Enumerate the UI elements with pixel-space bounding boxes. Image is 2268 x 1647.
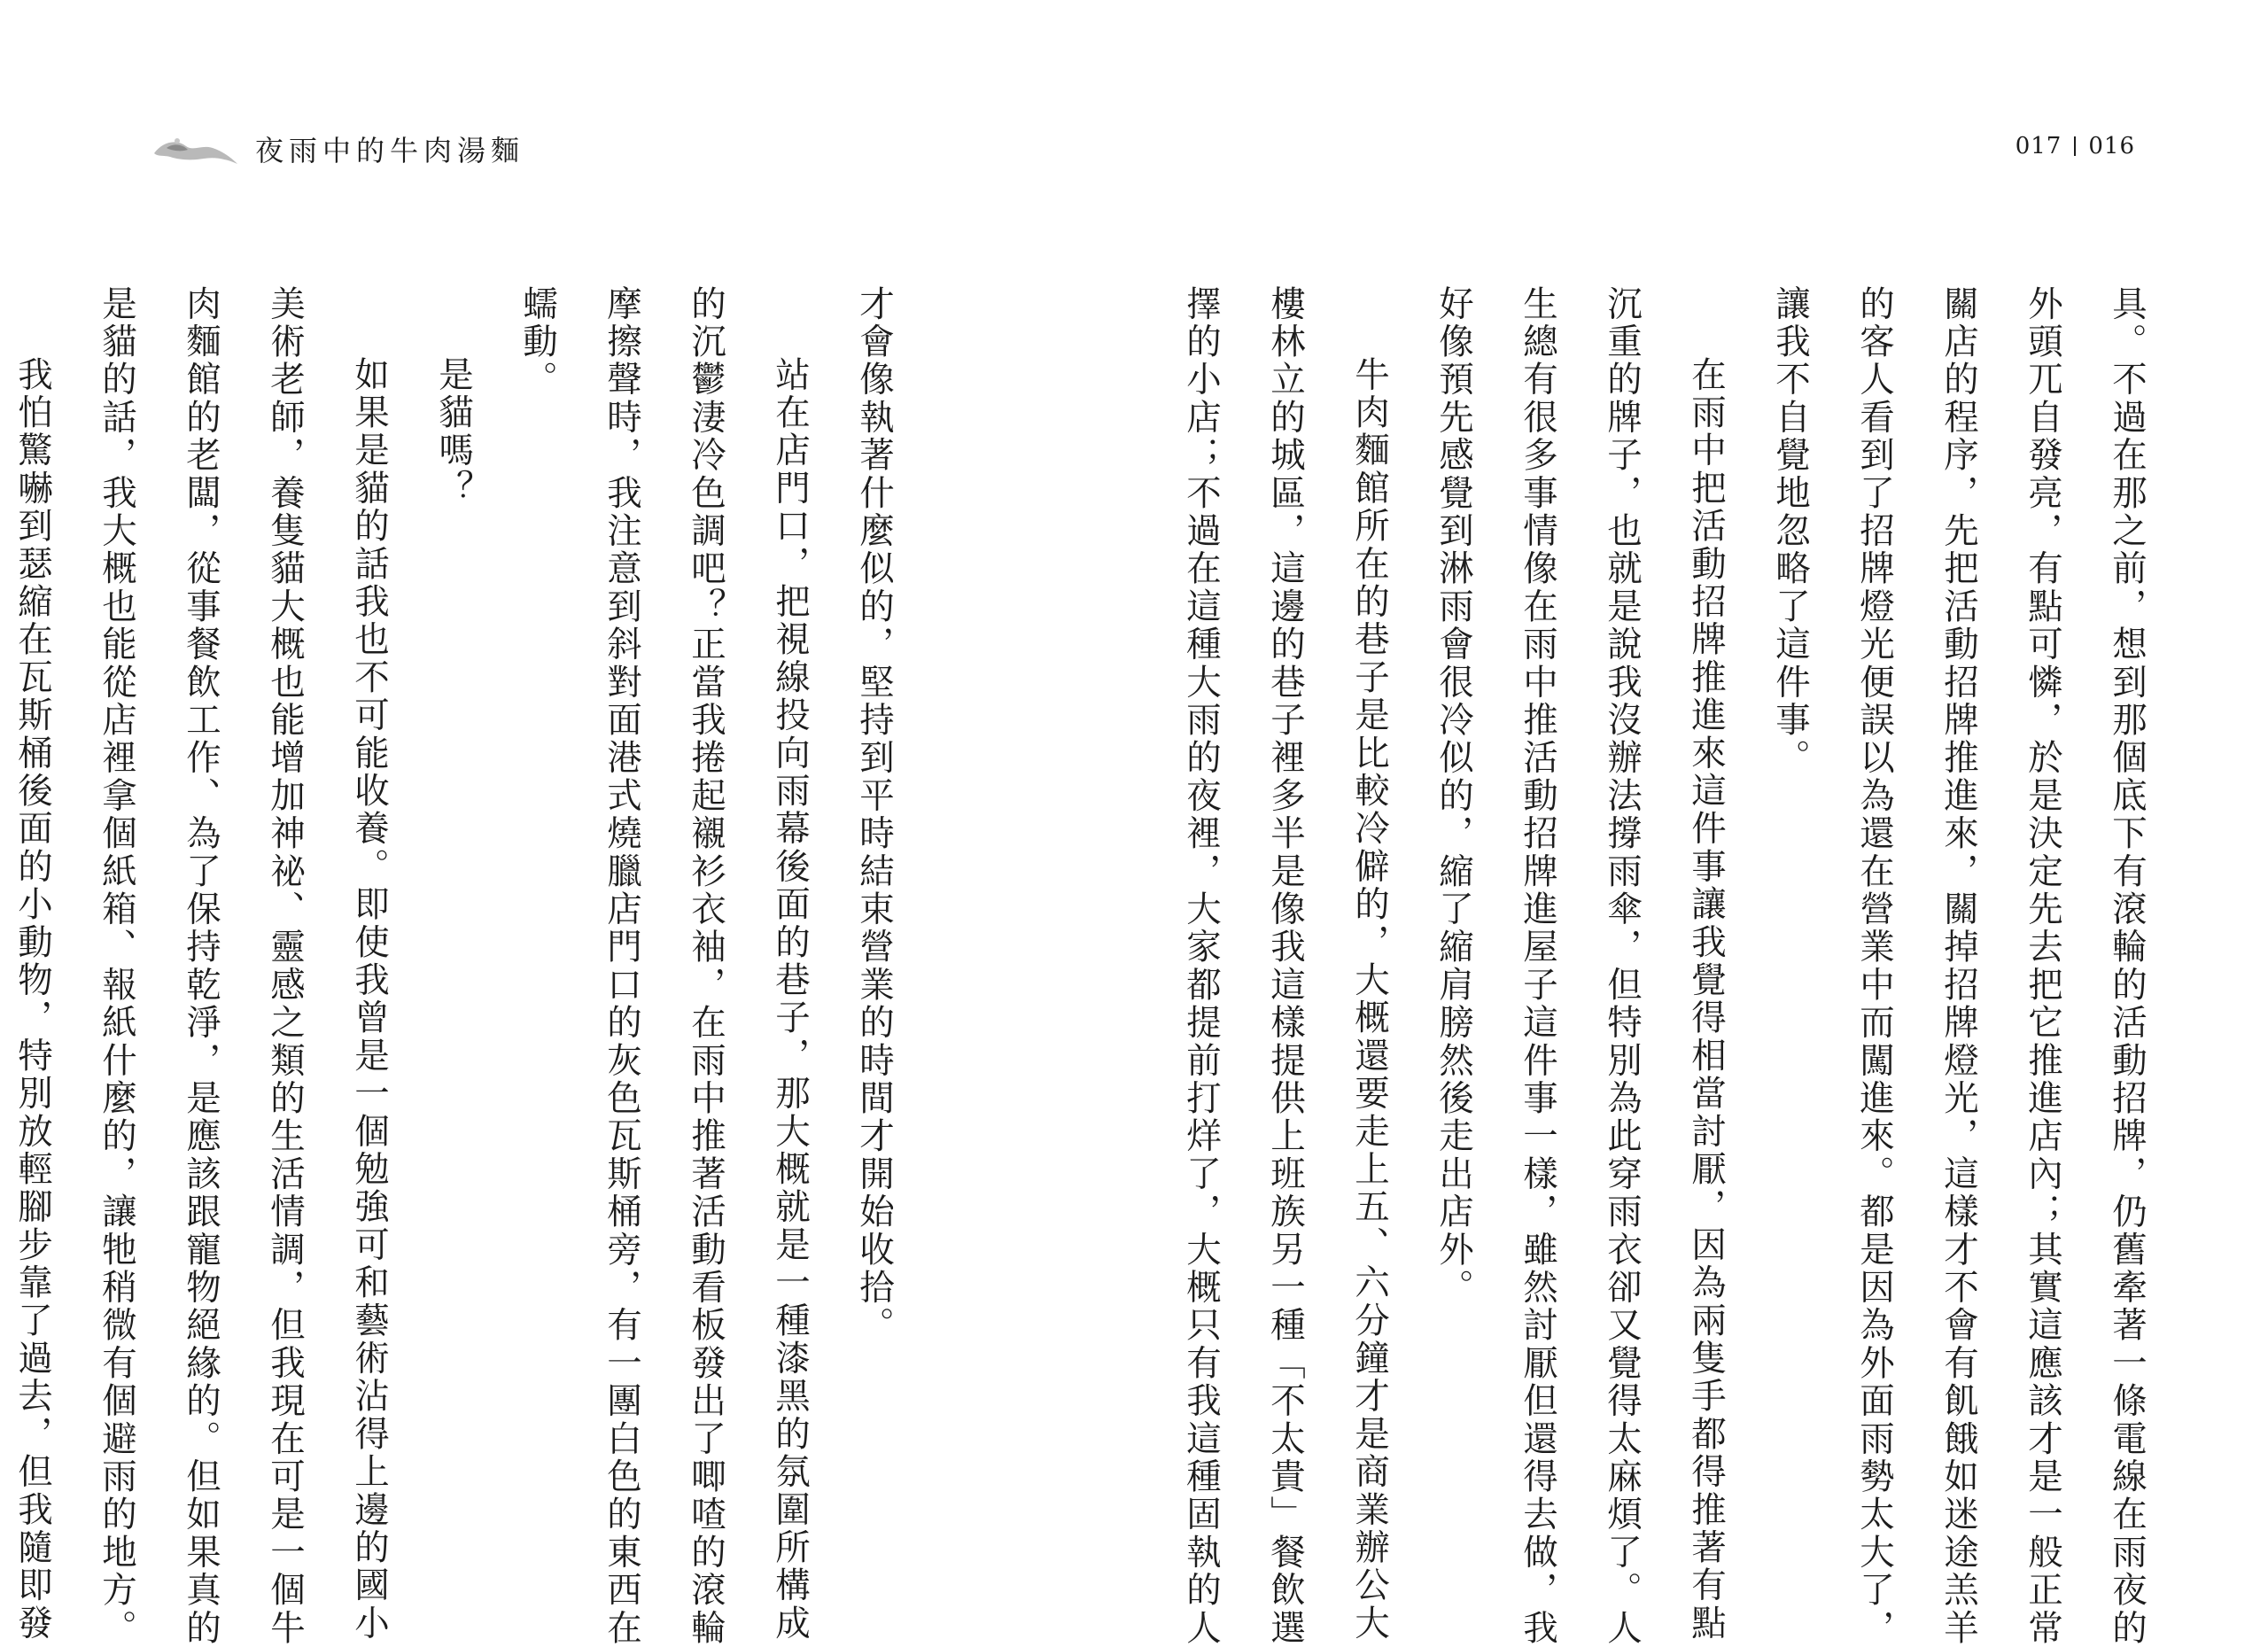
text-column: 擇的小店；不過在這種大雨的夜裡，大家都提前打烊了，大概只有我這種固執的人	[1181, 285, 1222, 1647]
brushstroke-ornament-icon	[151, 128, 239, 169]
text-column: 生總有很多事情像在雨中推活動招牌進屋子這件事一樣，雖然討厭但還得去做，我	[1518, 285, 1558, 1647]
text-column: 蠕動。	[517, 285, 558, 400]
text-column: 美術老師，養隻貓大概也能增加神祕、靈感之類的生活情調，但我現在可是一個牛	[265, 285, 306, 1647]
chapter-title: 夜雨中的牛肉湯麵	[255, 134, 525, 167]
text-column: 具。不過在那之前，想到那個底下有滾輪的活動招牌，仍舊牽著一條電線在雨夜的	[2107, 285, 2148, 1647]
text-column: 我怕驚嚇到瑟縮在瓦斯桶後面的小動物，特別放輕腳步靠了過去，但我隨即發	[12, 356, 53, 1643]
text-column: 沉重的牌子，也就是說我沒辦法撐雨傘，但特別為此穿雨衣卻又覺得太麻煩了。人	[1602, 285, 1643, 1647]
page-number-divider	[2074, 136, 2076, 156]
text-column: 是貓嗎？	[433, 356, 474, 508]
right-page-text	[1181, 285, 2169, 1647]
left-page-text	[12, 285, 916, 1647]
text-column: 的沉鬱淒冷色調吧？正當我捲起襯衫衣袖，在雨中推著活動看板發出了唧喳的滾輪	[686, 285, 726, 1647]
text-column: 樓林立的城區，這邊的巷子裡多半是像我這樣提供上班族另一種「不太貴」餐飲選	[1265, 285, 1306, 1647]
text-column: 是貓的話，我大概也能從店裡拿個紙箱、報紙什麼的，讓牠稍微有個避雨的地方。	[97, 285, 137, 1647]
page-number-right: 016	[2088, 133, 2135, 159]
page-numbers	[2016, 133, 2135, 159]
text-column: 關店的程序，先把活動招牌推進來，關掉招牌燈光，這樣才不會有飢餓如迷途羔羊	[1938, 285, 1979, 1647]
text-column: 在雨中把活動招牌推進來這件事讓我覺得相當討厭，因為兩隻手都得推著有點	[1686, 356, 1727, 1643]
text-column: 外頭兀自發亮，有點可憐，於是決定先去把它推進店內；其實這應該才是一般正常	[2023, 285, 2063, 1647]
text-column: 站在店門口，把視線投向雨幕後面的巷子，那大概就是一種漆黑的氛圍所構成	[770, 356, 811, 1643]
text-column: 讓我不自覺地忽略了這件事。	[1770, 285, 1811, 778]
text-column: 好像預先感覺到淋雨會很冷似的，縮了縮肩膀然後走出店外。	[1433, 285, 1474, 1307]
text-column: 牛肉麵館所在的巷子是比較冷僻的，大概還要走上五、六分鐘才是商業辦公大	[1349, 356, 1390, 1643]
text-column: 才會像執著什麼似的，堅持到平時結束營業的時間才開始收拾。	[854, 285, 895, 1345]
page-number-left: 017	[2015, 133, 2062, 159]
text-column: 的客人看到了招牌燈光便誤以為還在營業中而闖進來。都是因為外面雨勢太大了，	[1854, 285, 1895, 1647]
text-column: 肉麵館的老闆，從事餐飲工作、為了保持乾淨，是應該跟寵物絕緣的。但如果真的	[181, 285, 221, 1647]
running-header	[151, 128, 524, 169]
text-column: 如果是貓的話我也不可能收養。即使我曾是一個勉強可和藝術沾得上邊的國小	[349, 356, 390, 1643]
text-column: 摩擦聲時，我注意到斜對面港式燒臘店門口的灰色瓦斯桶旁，有一團白色的東西在	[602, 285, 642, 1647]
